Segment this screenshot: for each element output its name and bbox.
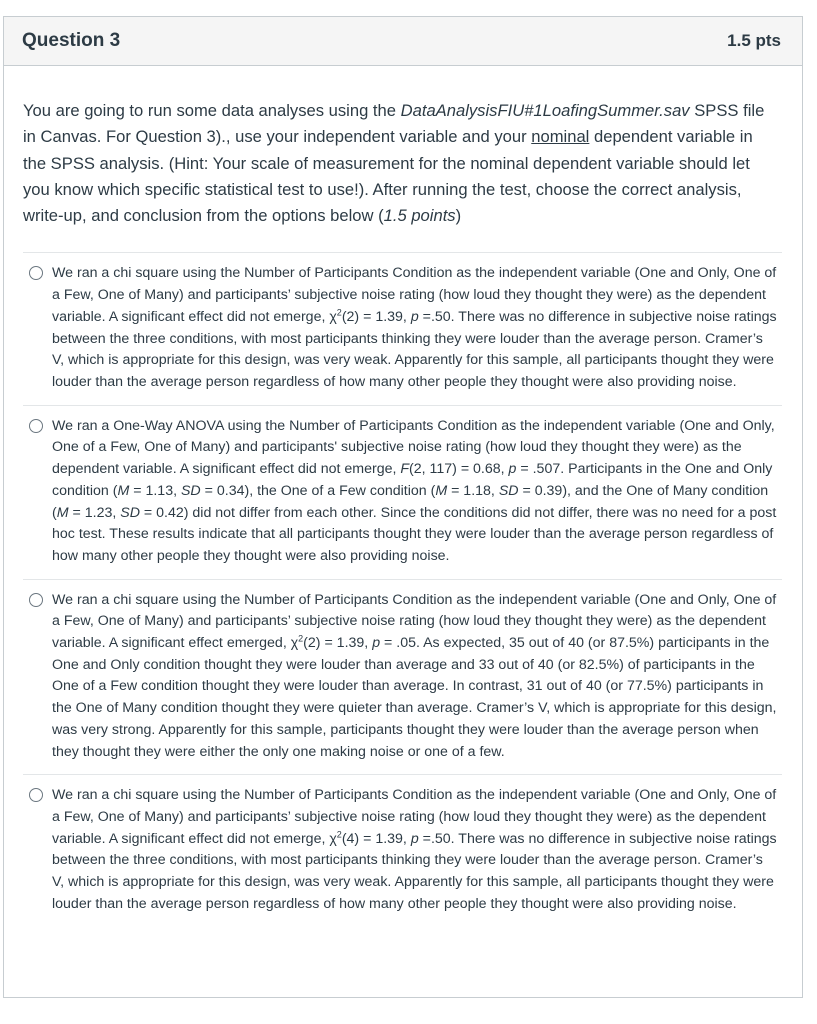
- answer-text: We ran a chi square using the Number of Participants Condition as the independent variable (One and Only, One of a Few, One of Many) and participants’ subjective noise rating (how loud they thought they were) as the dependent variable. A significant effect did not emerge, $\chi^2(4) = 1.39$, p =.50. There was no difference in subjective noise ratings between the three conditions, with most participants thinking they were louder than the average person. Cramer’s V, which is appropriate for this design, was very weak. Apparently for this sample, all participants thought they were louder than the average person regardless of how many other people they thought were also providing noise.: [52, 787, 777, 912]
- answer-option-1[interactable]: [23, 253, 782, 405]
- radio-button[interactable]: [29, 593, 43, 607]
- question-text-part: SPSS file in Canvas. For Question 3)., use your independent variable and your: [23, 101, 765, 147]
- radio-button[interactable]: [29, 788, 43, 802]
- question-text-part: ): [455, 206, 462, 226]
- radio-button[interactable]: [29, 266, 43, 280]
- question-text-part: You are going to run some data analyses using the: [23, 101, 401, 120]
- points-note: 1.5 points: [383, 206, 456, 226]
- underlined-word: nominal: [531, 127, 590, 147]
- question-points: 1.5 pts: [727, 31, 781, 50]
- answer-option-2[interactable]: [23, 406, 782, 580]
- question-text: [23, 98, 778, 229]
- file-name: DataAnalysisFIU#1LoafingSummer.sav: [400, 101, 690, 120]
- answer-text: We ran a One-Way ANOVA using the Number of Participants Condition as the independent variable (One and Only, One of a Few, One of Many) and participants' subjective noise rating (how loud they thought they were) as the dependent variable. A significant effect did not emerge, F(2, 117) = 0.68, p = .507. Participants in the One and Only condition (M = 1.13, SD = 0.34), the One of a Few condition (M = 1.18, SD = 0.39), and the One of Many condition (M = 1.23, SD = 0.42) did not differ from each other. Since the conditions did not differ, there was no need for a post hoc test. These results indicate that all participants thought they were louder than the average person regardless of how many other people they thought were also providing noise.: [52, 417, 777, 564]
- answer-option-3[interactable]: [23, 580, 782, 776]
- question-text-part: dependent variable in the SPSS analysis. (Hint: Your scale of measurement for the nominal dependent variable should let you know which specific statistical test to use!). After running the test, choose the correct analysis, write-up, and conclusion from the options below (: [23, 127, 753, 226]
- answer-option-4[interactable]: [23, 775, 782, 926]
- question-header: [4, 17, 802, 66]
- question-card: [3, 16, 803, 998]
- answer-text: We ran a chi square using the Number of Participants Condition as the independent variable (One and Only, One of a Few, One of Many) and participants’ subjective noise rating (how loud they thought they were) as the dependent variable. A significant effect emerged, $\chi^2(2) = 1.39$, p = .05. As expected, 35 out of 40 (or 87.5%) participants in the One and Only condition thought they were louder than average and 33 out of 40 (or 82.5%) of participants in the One of a Few condition thought they were louder than average. In contrast, 31 out of 40 (or 77.5%) participants in the One of Many condition thought they were quieter than average. Cramer’s V, which is appropriate for this design, was very strong. Apparently for this sample, participants thought they were louder than the average person when they thought they were either the only one making noise or one of a few.: [52, 591, 777, 760]
- question-title: Question 3: [22, 30, 121, 51]
- answer-list: [23, 252, 782, 926]
- radio-button[interactable]: [29, 419, 43, 433]
- answer-text: We ran a chi square using the Number of Participants Condition as the independent variable (One and Only, One of a Few, One of Many) and participants’ subjective noise rating (how loud they thought they were) as the dependent variable. A significant effect did not emerge, $\chi^2(2) = 1.39$, p =.50. There was no difference in subjective noise ratings between the three conditions, with most participants thinking they were louder than the average person. Cramer’s V, which is appropriate for this design, was very weak. Apparently for this sample, all participants thought they were louder than the average person regardless of how many other people they thought were also providing noise.: [52, 265, 777, 390]
